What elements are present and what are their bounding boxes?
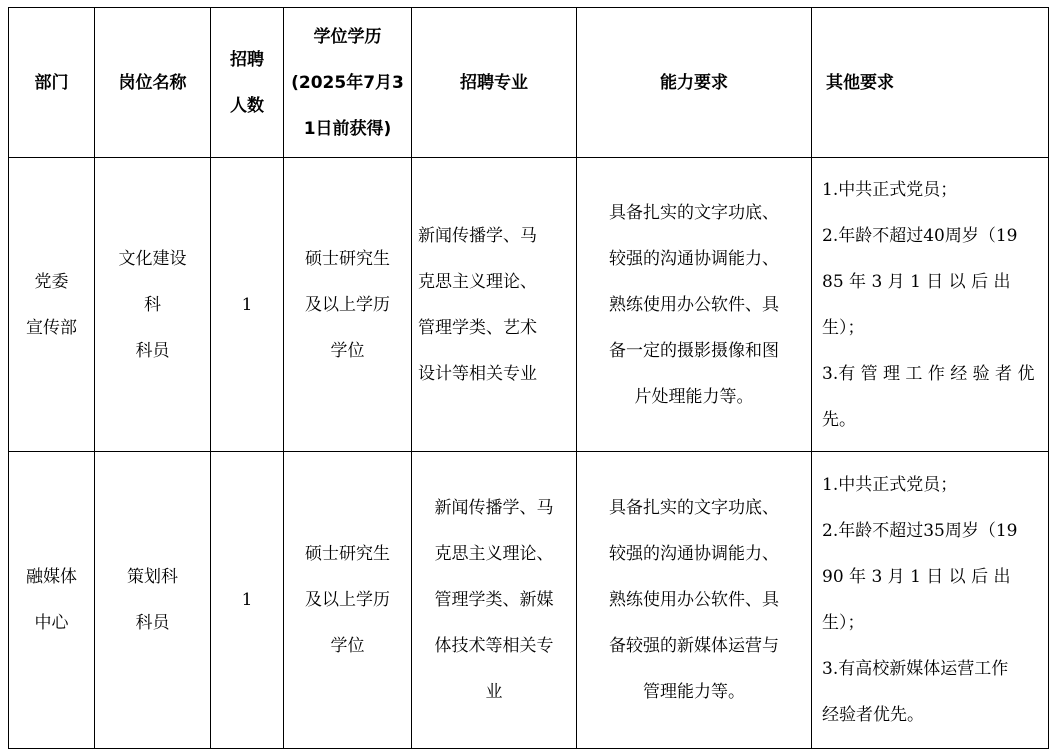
cell-other: 1.中共正式党员； 2.年龄不超过35周岁（19 90 年 3 月 1 日 以 后 出 生）； 3.有高校新媒体运营工作 经验者优先。 xyxy=(812,452,1049,749)
cell-other: 1.中共正式党员； 2.年龄不超过40周岁（19 85 年 3 月 1 日 以 后 出 生）； 3.有 管 理 工 作 经 验 者 优 先。 xyxy=(812,158,1049,452)
cell-ability: 具备扎实的文字功底、 较强的沟通协调能力、 熟练使用办公软件、具 备较强的新媒体运营与 管理能力等。 xyxy=(577,452,812,749)
header-ability: 能力要求 xyxy=(577,8,812,158)
table-row xyxy=(9,158,1049,452)
cell-degree: 硕士研究生 及以上学历 学位 xyxy=(284,158,412,452)
cell-dept: 融媒体 中心 xyxy=(9,452,95,749)
cell-count: 1 xyxy=(211,158,284,452)
header-other: 其他要求 xyxy=(812,8,1049,158)
cell-major: 新闻传播学、马 克思主义理论、 管理学类、艺术 设计等相关专业 xyxy=(412,158,577,452)
cell-ability: 具备扎实的文字功底、 较强的沟通协调能力、 熟练使用办公软件、具 备一定的摄影摄像和图 片处理能力等。 xyxy=(577,158,812,452)
table-row xyxy=(9,452,1049,749)
cell-count: 1 xyxy=(211,452,284,749)
header-row xyxy=(9,8,1049,158)
cell-degree: 硕士研究生 及以上学历 学位 xyxy=(284,452,412,749)
header-degree: 学位学历 (2025年7月3 1日前获得) xyxy=(284,8,412,158)
header-dept: 部门 xyxy=(9,8,95,158)
cell-dept: 党委 宣传部 xyxy=(9,158,95,452)
cell-major: 新闻传播学、马 克思主义理论、 管理学类、新媒 体技术等相关专 业 xyxy=(412,452,577,749)
header-count: 招聘 人数 xyxy=(211,8,284,158)
cell-position: 策划科 科员 xyxy=(95,452,211,749)
header-major: 招聘专业 xyxy=(412,8,577,158)
recruitment-table xyxy=(8,7,1049,749)
cell-position: 文化建设 科 科员 xyxy=(95,158,211,452)
header-position: 岗位名称 xyxy=(95,8,211,158)
